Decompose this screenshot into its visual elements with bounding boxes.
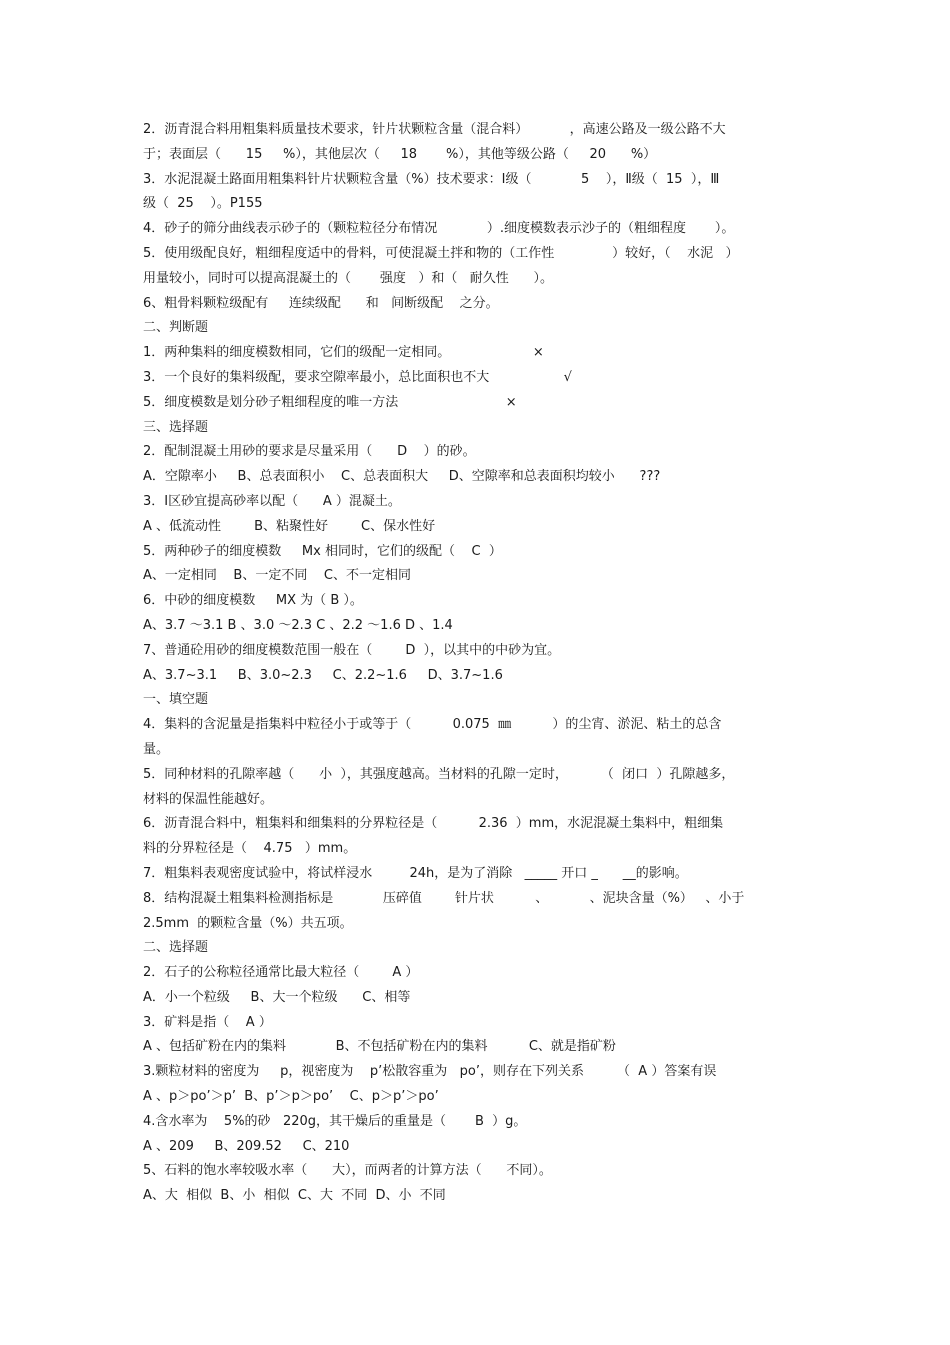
- text-line: 7、普通砼用砂的细度模数范围一般在（ D ），以其中的中砂为宜。: [143, 642, 561, 658]
- text-line: 用量较小，同时可以提高混凝土的（ 强度 ）和（ 耐久性 ）。: [143, 270, 554, 286]
- text-line: 3．一个良好的集料级配，要求空隙率最小，总比面积也不大 √: [143, 369, 572, 385]
- text-line: 1．两种集料的细度模数相同，它们的级配一定相同。 ×: [143, 345, 544, 361]
- text-line: 于；表面层（ 15 %），其他层次（ 18 %），其他等级公路（ 20 %）: [143, 146, 657, 162]
- text-line: A．小一个粒级 B、大一个粒级 C、相等: [143, 989, 411, 1005]
- text-line: 2．沥青混合料用粗集料质量技术要求，针片状颗粒含量（混合料） ，高速公路及一级公路不大: [143, 122, 726, 137]
- text-line: 级（ 25 ）。P155: [143, 196, 263, 212]
- text-line: 5．细度模数是划分砂子粗细程度的唯一方法 ×: [143, 394, 517, 410]
- text-line: 二、判断题: [143, 320, 209, 336]
- text-line: 2．石子的公称粒径通常比最大粒径（ A ）: [143, 965, 419, 981]
- text-line: A 、低流动性 B、粘聚性好 C、保水性好: [143, 518, 436, 534]
- text-line: 4．集料的含泥量是指集料中粒径小于或等于（ 0.075 ㎜ ）的尘宵、淤泥、粘土的总含: [143, 717, 722, 733]
- text-line: 6．沥青混合料中，粗集料和细集料的分界粒径是（ 2.36 ）mm，水泥混凝土集料中，粗细集: [143, 816, 724, 832]
- text-line: 5．两种砂子的细度模数 Mx 相同时，它们的级配（ C ）: [143, 543, 502, 559]
- text-line: 7．粗集料表观密度试验中，将试样浸水 24h，是为了消除 _____ 开口 _ __的影响。: [143, 865, 688, 881]
- text-line: 8．结构混凝土粗集料检测指标是 压碎值 针片状 、 、泥块含量（%） 、小于: [143, 890, 745, 906]
- text-line: A、3.7~3.1 B、3.0~2.3 C、2.2~1.6 D、3.7~1.6: [143, 667, 503, 683]
- text-line: 3.颗粒材料的密度为 p，视密度为 p’松散容重为 po’，则存在下列关系 （ A ）答案有误: [143, 1064, 717, 1080]
- text-line: A、3.7 ～3.1 B 、3.0 ～2.3 C 、2.2 ～1.6 D 、1.4: [143, 617, 453, 633]
- text-line: 5、石料的饱水率较吸水率（ 大），而两者的计算方法（ 不同）。: [143, 1163, 552, 1179]
- text-line: A、一定相同 B、一定不同 C、不一定相同: [143, 568, 411, 584]
- text-line: 6．中砂的细度模数 MX 为（ B ）。: [143, 593, 363, 609]
- text-line: 5．同种材料的孔隙率越（ 小 ），其强度越高。当材料的孔隙一定时， （ 闭口 ）孔隙越多，: [143, 766, 735, 782]
- text-line: 2.5mm 的颗粒含量（%）共五项。: [143, 915, 353, 931]
- document-body: [143, 118, 808, 1209]
- text-line: 量。: [143, 741, 170, 757]
- text-line: 材料的保温性能越好。: [143, 791, 274, 807]
- text-line: A．空隙率小 B、总表面积小 C、总表面积大 D、空隙率和总表面积均较小 ???: [143, 469, 661, 485]
- text-line: 4.含水率为 5%的砂 220g，其干燥后的重量是（ B ）g。: [143, 1113, 527, 1129]
- text-line: A、大 相似 B、小 相似 C、大 不同 D、小 不同: [143, 1188, 446, 1204]
- text-line: 4．砂子的筛分曲线表示砂子的（颗粒粒径分布情况 ）.细度模数表示沙子的（粗细程度 ）。: [143, 221, 735, 237]
- text-line: 3．Ⅰ区砂宜提高砂率以配（ A ）混凝土。: [143, 493, 401, 509]
- text-line: 5．使用级配良好，粗细程度适中的骨料，可使混凝土拌和物的（工作性 ）较好，（ 水泥 ）: [143, 245, 739, 261]
- text-line: 二、选择题: [143, 940, 209, 956]
- text-line: A 、包括矿粉在内的集料 B、不包括矿粉在内的集料 C、就是指矿粉: [143, 1039, 616, 1055]
- text-line: 一、填空题: [143, 692, 209, 708]
- text-line: 3．水泥混凝土路面用粗集料针片状颗粒含量（%）技术要求：Ⅰ级（ 5 ），Ⅱ级（ 15 ），Ⅲ: [143, 171, 720, 187]
- text-line: 三、选择题: [143, 419, 209, 435]
- text-line: 2．配制混凝土用砂的要求是尽量采用（ D ）的砂。: [143, 444, 476, 460]
- text-line: 料的分界粒径是（ 4.75 ）mm。: [143, 841, 357, 857]
- text-line: A 、209 B、209.52 C、210: [143, 1138, 350, 1154]
- text-line: A 、p＞po’＞p’ B、p’＞p＞po’ C、p＞p’＞po’: [143, 1089, 439, 1105]
- text-line: 6、粗骨料颗粒级配有 连续级配 和 间断级配 之分。: [143, 295, 499, 311]
- text-line: 3．矿料是指（ A ）: [143, 1014, 272, 1030]
